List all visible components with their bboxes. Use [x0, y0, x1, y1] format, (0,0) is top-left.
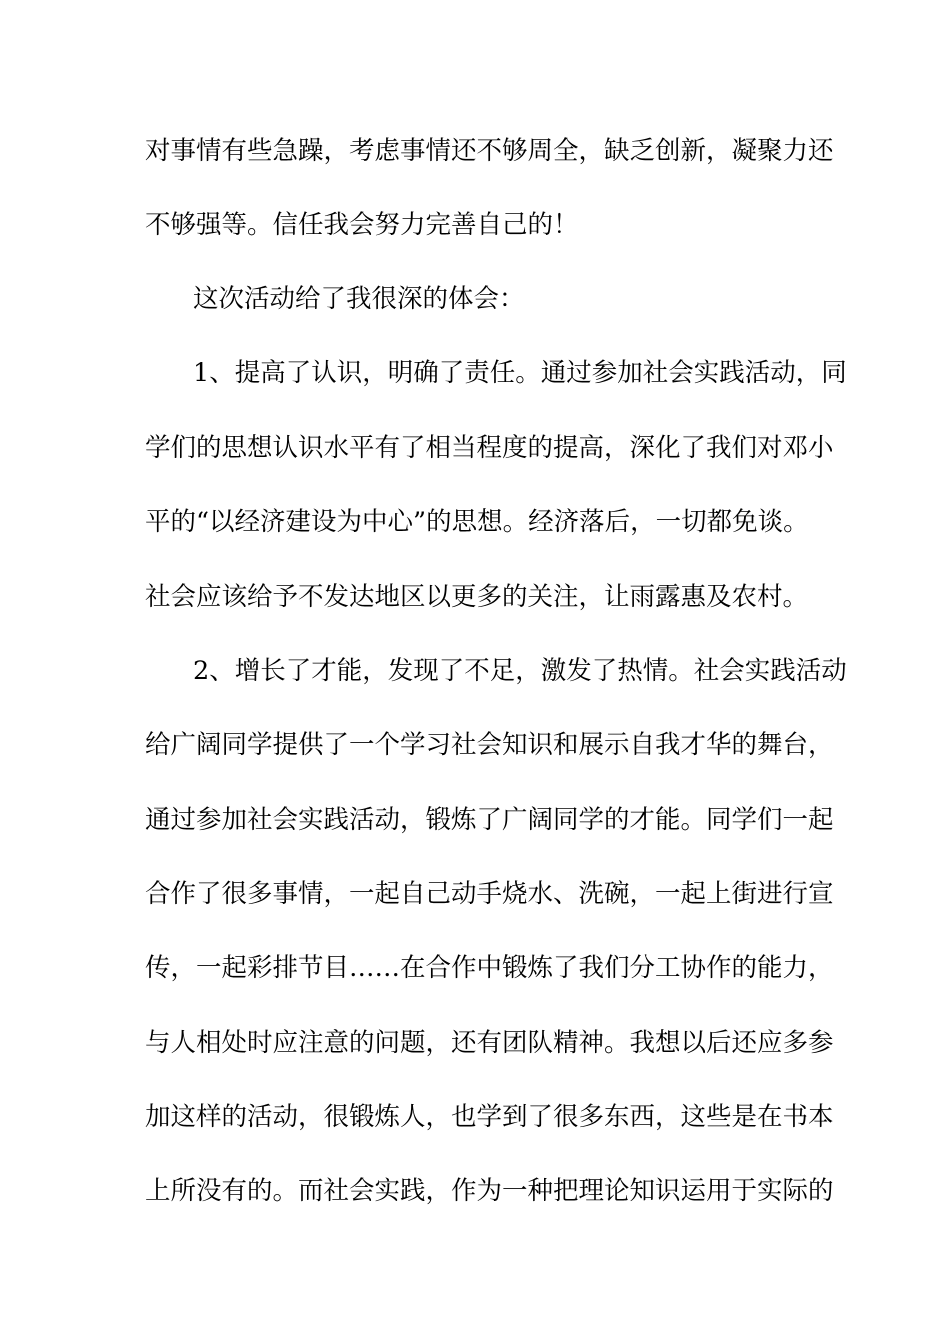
text-line: 对事情有些急躁，考虑事情还不够周全，缺乏创新，凝聚力还	[145, 136, 834, 166]
text-line: 合作了很多事情，一起自己动手烧水、洗碗，一起上街进行宣	[145, 879, 834, 909]
text-line: 学们的思想认识水平有了相当程度的提高，深化了我们对邓小	[145, 433, 834, 463]
text-line: 不够强等。信任我会努力完善自己的！	[145, 210, 579, 240]
text-line: 给广阔同学提供了一个学习社会知识和展示自我才华的舞台，	[145, 730, 834, 760]
text-line: 2、增长了才能，发现了不足，激发了热情。社会实践活动	[193, 656, 847, 686]
text-line: 传，一起彩排节目……在合作中锻炼了我们分工协作的能力，	[145, 953, 834, 983]
text-line: 1、提高了认识，明确了责任。通过参加社会实践活动，同	[193, 358, 847, 388]
text-line: 上所没有的。而社会实践，作为一种把理论知识运用于实际的	[145, 1176, 834, 1206]
text-line: 社会应该给予不发达地区以更多的关注，让雨露惠及农村。	[145, 582, 809, 612]
text-line: 这次活动给了我很深的体会：	[193, 284, 525, 314]
text-line: 平的“以经济建设为中心”的思想。经济落后，一切都免谈。	[145, 507, 809, 537]
text-line: 加这样的活动，很锻炼人，也学到了很多东西，这些是在书本	[145, 1102, 834, 1132]
text-line: 与人相处时应注意的问题，还有团队精神。我想以后还应多参	[145, 1028, 834, 1058]
text-line: 通过参加社会实践活动，锻炼了广阔同学的才能。同学们一起	[145, 805, 834, 835]
